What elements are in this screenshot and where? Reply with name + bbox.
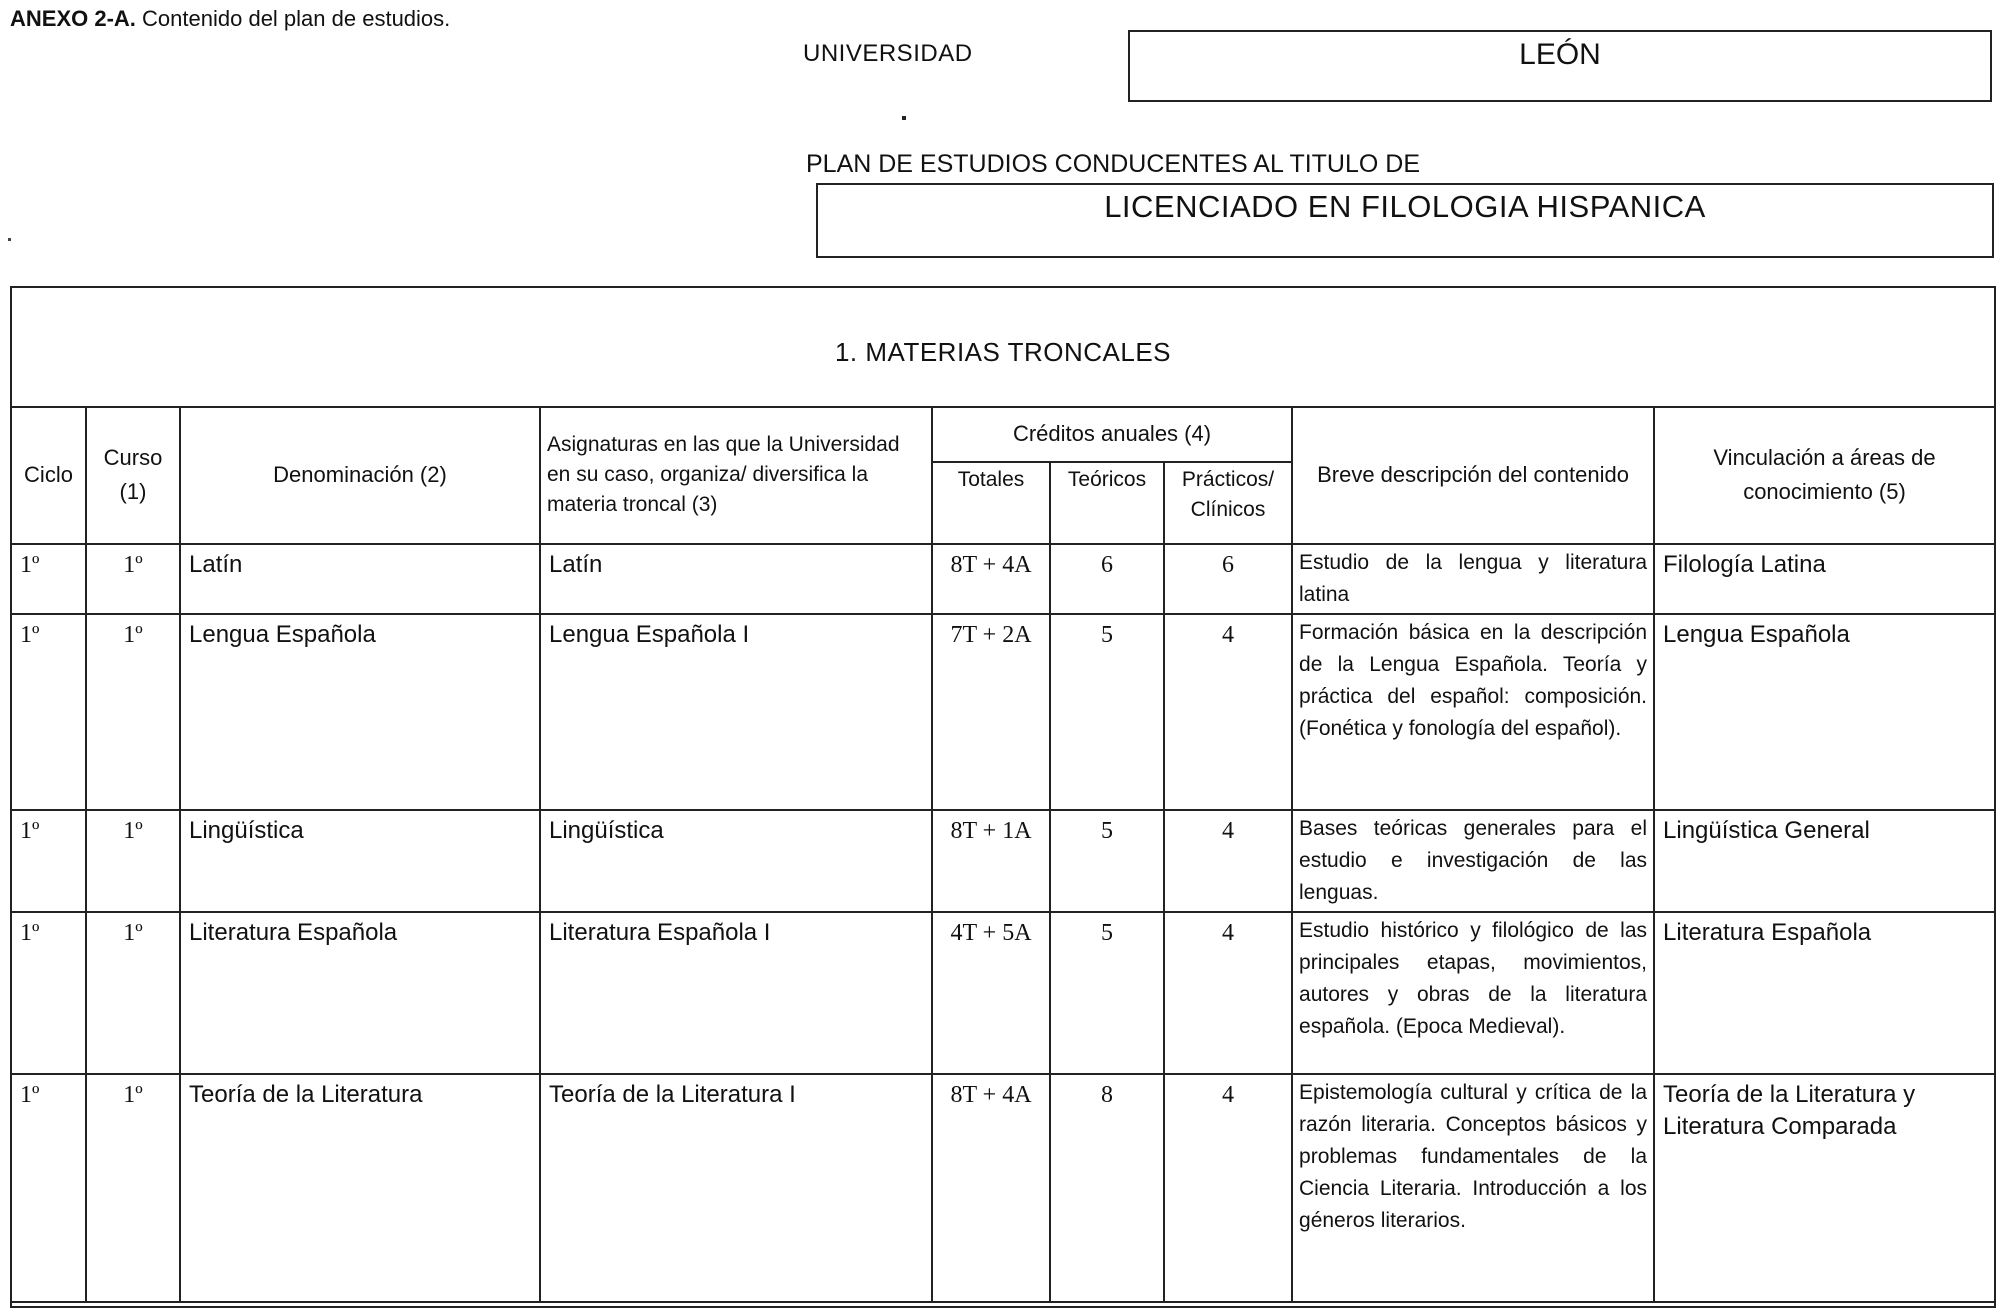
cell-practicos: 4 <box>1164 614 1292 810</box>
cell-vinculacion: Literatura Española <box>1654 912 1994 1074</box>
cell-vinculacion: Lingüística General <box>1654 810 1994 912</box>
cell-curso: 1º <box>86 1074 180 1302</box>
cell-descripcion: Estudio de la lengua y literatura latina <box>1292 544 1654 614</box>
cell-ciclo: 1º <box>12 1074 86 1302</box>
materias-troncales-table <box>10 286 1996 1308</box>
table-row <box>12 912 1994 1074</box>
cell-asignatura: Teoría de la Literatura I <box>540 1074 932 1302</box>
section-title: 1. MATERIAS TRONCALES <box>12 288 1994 408</box>
cell-curso: 1º <box>86 810 180 912</box>
header-creditos: Créditos anuales (4) <box>932 406 1292 462</box>
header-denominacion: Denominación (2) <box>180 406 540 544</box>
cell-denominacion: Teoría de la Literatura <box>180 1074 540 1302</box>
cell-ciclo: 1º <box>12 614 86 810</box>
header-vinculacion: Vinculación a áreas de conocimiento (5) <box>1654 406 1994 544</box>
cell-totales: 8T + 4A <box>932 1074 1050 1302</box>
cell-descripcion: Formación básica en la descripción de la Lengua Española. Teoría y práctica del español: composición. (Fonética y fonología del español). <box>1292 614 1654 810</box>
header-curso: Curso (1) <box>86 406 180 544</box>
cell-practicos: 6 <box>1164 544 1292 614</box>
header-asignaturas: Asignaturas en las que la Universidad en su caso, organiza/ diversifica la materia troncal (3) <box>540 406 932 544</box>
cell-denominacion: Lingüística <box>180 810 540 912</box>
table-row <box>12 1074 1994 1302</box>
header-practicos: Prácticos/ Clínicos <box>1164 462 1292 544</box>
cell-teoricos: 8 <box>1050 1074 1164 1302</box>
university-value-box <box>1128 30 1992 102</box>
annex-description: Contenido del plan de estudios. <box>142 6 451 31</box>
cell-denominacion: Latín <box>180 544 540 614</box>
cell-asignatura: Literatura Española I <box>540 912 932 1074</box>
annex-number: ANEXO 2-A. <box>10 6 136 31</box>
cell-totales: 8T + 4A <box>932 544 1050 614</box>
cell-totales: 7T + 2A <box>932 614 1050 810</box>
cell-asignatura: Latín <box>540 544 932 614</box>
table-row <box>12 614 1994 810</box>
header-teoricos: Teóricos <box>1050 462 1164 544</box>
cell-curso: 1º <box>86 544 180 614</box>
cell-ciclo: 1º <box>12 810 86 912</box>
header-ciclo: Ciclo <box>12 406 86 544</box>
university-value: LEÓN <box>1519 38 1601 71</box>
cell-vinculacion: Filología Latina <box>1654 544 1994 614</box>
cell-denominacion: Lengua Española <box>180 614 540 810</box>
cell-teoricos: 5 <box>1050 614 1164 810</box>
cell-ciclo: 1º <box>12 544 86 614</box>
cell-vinculacion: Lengua Española <box>1654 614 1994 810</box>
cell-asignatura: Lengua Española I <box>540 614 932 810</box>
cell-asignatura: Lingüística <box>540 810 932 912</box>
stray-mark <box>8 238 11 241</box>
degree-title-box <box>816 183 1994 258</box>
cell-teoricos: 6 <box>1050 544 1164 614</box>
header-descripcion: Breve descripción del contenido <box>1292 406 1654 544</box>
annex-heading <box>10 6 450 32</box>
table-row <box>12 810 1994 912</box>
cell-practicos: 4 <box>1164 912 1292 1074</box>
cell-descripcion: Bases teóricas generales para el estudio e investigación de las lenguas. <box>1292 810 1654 912</box>
subjects-table <box>12 406 1994 1303</box>
cell-practicos: 4 <box>1164 810 1292 912</box>
cell-teoricos: 5 <box>1050 810 1164 912</box>
cell-curso: 1º <box>86 614 180 810</box>
cell-descripcion: Estudio histórico y filológico de las principales etapas, movimientos, autores y obras de la literatura española. (Epoca Medieval). <box>1292 912 1654 1074</box>
cell-teoricos: 5 <box>1050 912 1164 1074</box>
plan-label: PLAN DE ESTUDIOS CONDUCENTES AL TITULO DE <box>806 150 1421 178</box>
cell-vinculacion: Teoría de la Literatura y Literatura Comparada <box>1654 1074 1994 1302</box>
cell-totales: 8T + 1A <box>932 810 1050 912</box>
degree-title: LICENCIADO EN FILOLOGIA HISPANICA <box>1104 189 1706 224</box>
header-totales: Totales <box>932 462 1050 544</box>
stray-mark <box>902 116 906 120</box>
cell-practicos: 4 <box>1164 1074 1292 1302</box>
cell-denominacion: Literatura Española <box>180 912 540 1074</box>
table-row <box>12 544 1994 614</box>
cell-descripcion: Epistemología cultural y crítica de la razón literaria. Conceptos básicos y problemas fundamentales de la Ciencia Literaria. Introducción a los géneros literarios. <box>1292 1074 1654 1302</box>
cell-ciclo: 1º <box>12 912 86 1074</box>
university-label: UNIVERSIDAD <box>803 40 973 67</box>
cell-totales: 4T + 5A <box>932 912 1050 1074</box>
cell-curso: 1º <box>86 912 180 1074</box>
